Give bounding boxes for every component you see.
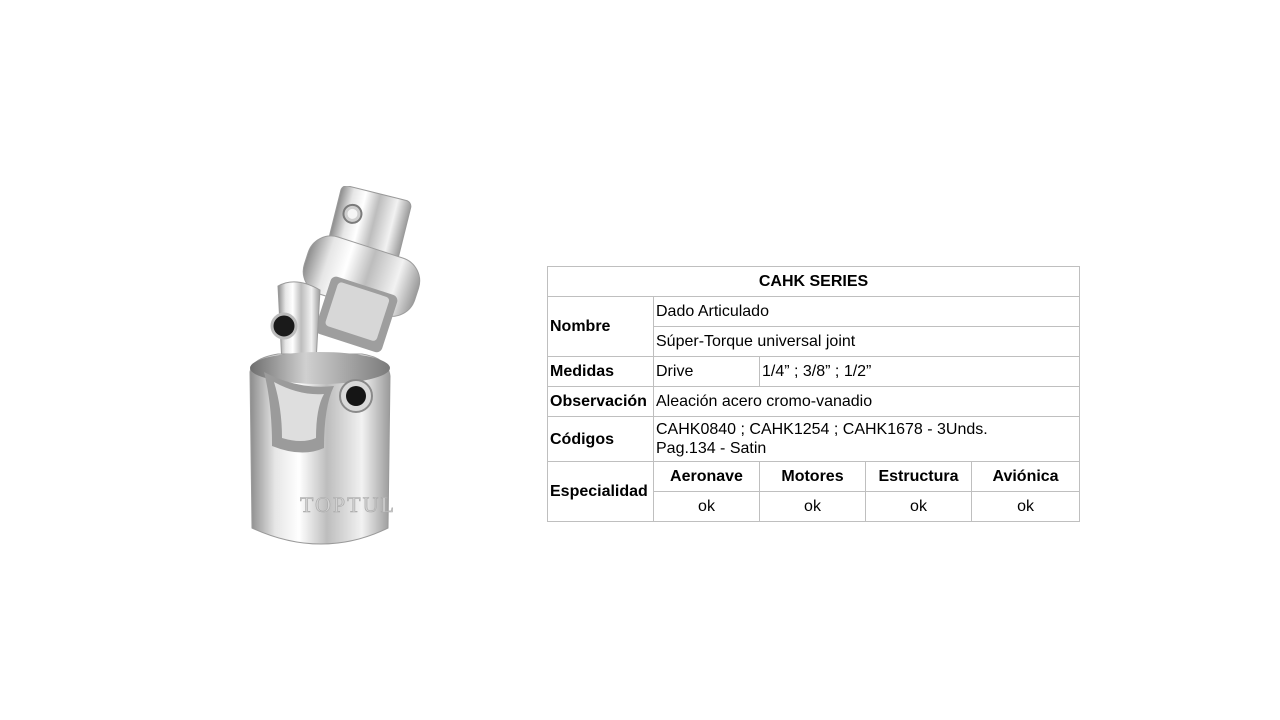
brand-engraving: TOPTUL [300, 492, 396, 517]
row-label-codigos: Códigos [548, 417, 654, 462]
codigos-line-2: Pag.134 - Satin [656, 440, 767, 457]
especialidad-header-motores: Motores [760, 462, 866, 492]
row-label-nombre: Nombre [548, 297, 654, 357]
nombre-value-2: Súper-Torque universal joint [654, 327, 1080, 357]
medidas-sub-label: Drive [654, 357, 760, 387]
row-label-observacion: Observación [548, 387, 654, 417]
universal-joint-image [238, 186, 428, 556]
especialidad-value-estructura: ok [866, 492, 972, 522]
especialidad-header-avionica: Aviónica [972, 462, 1080, 492]
row-label-especialidad: Especialidad [548, 462, 654, 522]
observacion-value: Aleación acero cromo-vanadio [654, 387, 1080, 417]
nombre-value-1: Dado Articulado [654, 297, 1080, 327]
specifications-table [547, 266, 1080, 522]
medidas-value: 1/4” ; 3/8” ; 1/2” [760, 357, 1080, 387]
codigos-value [654, 417, 1080, 462]
especialidad-header-aeronave: Aeronave [654, 462, 760, 492]
row-label-medidas: Medidas [548, 357, 654, 387]
table-title: CAHK SERIES [548, 267, 1080, 297]
especialidad-value-aeronave: ok [654, 492, 760, 522]
especialidad-value-motores: ok [760, 492, 866, 522]
especialidad-header-estructura: Estructura [866, 462, 972, 492]
especialidad-value-avionica: ok [972, 492, 1080, 522]
codigos-line-1: CAHK0840 ; CAHK1254 ; CAHK1678 - 3Unds. [656, 421, 988, 438]
